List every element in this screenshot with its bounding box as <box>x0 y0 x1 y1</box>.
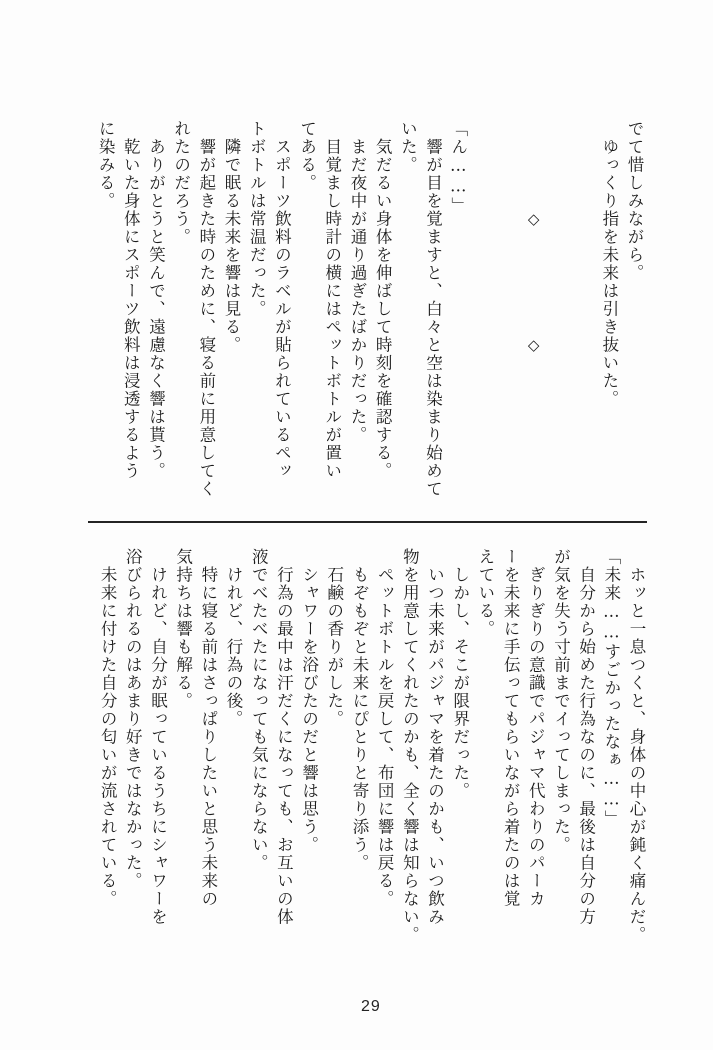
text-line: けれど、自分が眠っているうちにシャワーを <box>148 566 168 926</box>
text-line: 物を用意してくれたのかも、全く響は知らない。 <box>400 548 420 944</box>
text-line: もぞもぞと未来にぴとりと寄り添う。 <box>349 566 369 872</box>
text-line: いつ未来がパジャマを着たのかも、いつ飲み <box>425 566 445 926</box>
scene-break-diamond-icon: ◇ <box>527 210 540 228</box>
text-line: れたのだろう。 <box>171 120 191 246</box>
text-line: 乾いた身体にスポーツ飲料は浸透するよう <box>121 138 141 480</box>
scene-break-diamond-icon: ◇ <box>527 336 540 354</box>
scene-break-line <box>521 120 546 520</box>
text-line: けれど、行為の後。 <box>224 566 243 728</box>
top-text-section <box>91 120 647 520</box>
text-line: ホッと一息つくと、身体の中心が鈍く痛んだ。 <box>627 566 646 944</box>
text-line: まだ夜中が通り過ぎたばかりだった。 <box>347 138 367 444</box>
text-line: ぎりぎりの意識でパジャマ代わりのパーカ <box>526 566 546 908</box>
text-line: 液でべたべたになっても気にならない。 <box>249 548 269 872</box>
text-line: いた。 <box>398 120 418 174</box>
text-line: ありがとうと笑んで、遠慮なく響は貰う。 <box>146 138 166 480</box>
text-line: てある。 <box>297 120 317 192</box>
blank-line <box>496 120 521 520</box>
section-divider-rule <box>88 521 647 523</box>
text-line: しかし、そこが限界だった。 <box>450 566 470 800</box>
blank-line <box>546 120 571 520</box>
text-line: 浴びられるのはあまり好きではなかった。 <box>123 548 143 890</box>
text-line: 石鹸の香りがした。 <box>324 566 344 728</box>
blank-line <box>571 120 596 520</box>
text-line: ペットボトルを戻して、布団に響は戻る。 <box>375 566 395 908</box>
text-line: 未来に付けた自分の匂いが流されている。 <box>98 566 118 908</box>
text-line: 目覚まし時計の横にはペットボトルが置い <box>322 138 342 480</box>
text-line: 自分から始めた行為なのに、最後は自分の方 <box>576 566 596 926</box>
text-line: が気を失う寸前までイってしまった。 <box>551 548 571 854</box>
text-line: 気だるい身体を伸ばして時刻を確認する。 <box>373 138 393 480</box>
text-line: 隣で眠る未来を響は見る。 <box>222 138 241 354</box>
text-line: トボトルは常温だった。 <box>247 120 267 318</box>
blank-line <box>471 120 496 520</box>
text-line: えている。 <box>475 548 495 638</box>
text-line: 「ん……」 <box>448 120 468 215</box>
text-line: 響が起きた時のために、寝る前に用意してく <box>196 138 216 498</box>
text-line: 特に寝る前はさっぱりしたいと思う未来の <box>198 566 218 908</box>
bottom-text-section <box>93 548 649 948</box>
text-line: ゆっくり指を未来は引き抜いた。 <box>599 138 619 408</box>
page-number: 29 <box>361 998 381 1015</box>
text-line: に染みる。 <box>96 120 116 210</box>
text-line: でて惜しみながら。 <box>625 120 644 282</box>
text-line: スポーツ飲料のラベルが貼られているペッ <box>272 138 292 480</box>
text-line: ーを未来に手伝ってもらいながら着たのは覚 <box>501 548 521 908</box>
text-line: 響が目を覚ますと、白々と空は染まり始めて <box>423 138 443 498</box>
text-line: 「未来……すごかったなぁ……」 <box>601 548 621 828</box>
text-line: シャワーを浴びたのだと響は思う。 <box>299 566 319 854</box>
text-line: 気持ちは響も解る。 <box>173 548 193 710</box>
text-line: 行為の最中は汗だくになっても、お互いの体 <box>274 566 294 926</box>
